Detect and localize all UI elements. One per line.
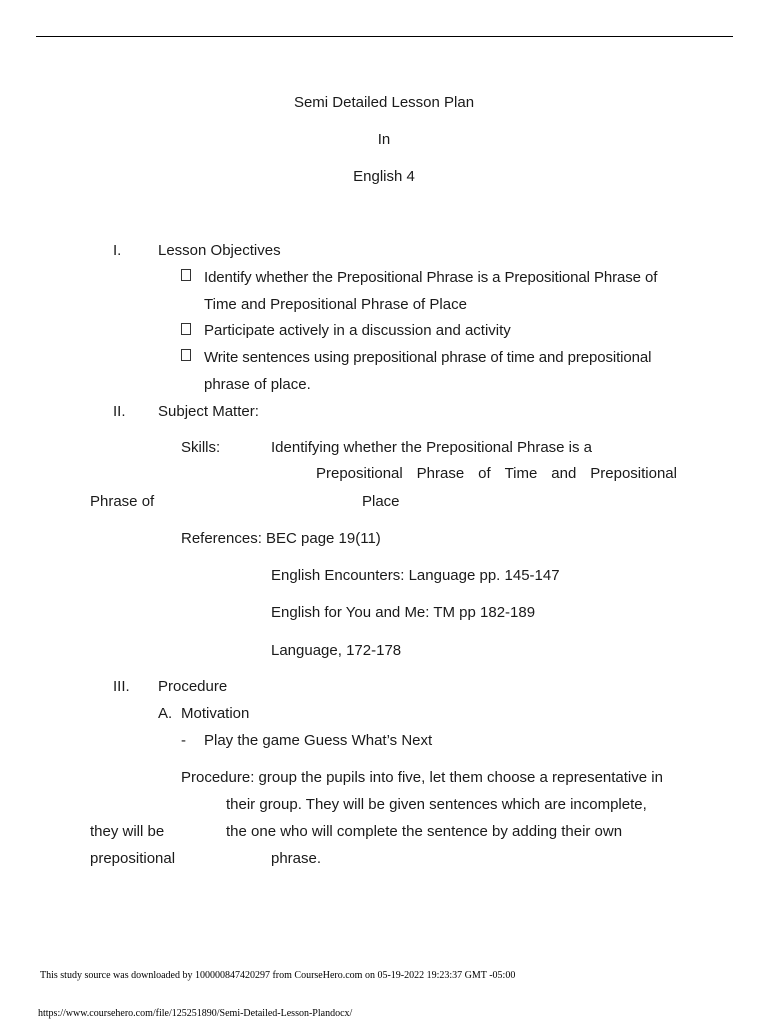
skills-line-1: Identifying whether the Prepositional Phrase is a [271, 439, 593, 456]
skills-word: and [551, 465, 577, 482]
reference-item: Language, 172-178 [271, 642, 402, 659]
title-in: In [377, 131, 391, 148]
top-rule [36, 36, 733, 37]
bullet-icon [181, 268, 191, 286]
skills-word: Prepositional [316, 465, 403, 482]
objective-3-line-2: phrase of place. [204, 376, 311, 393]
dash-marker: - [181, 732, 186, 749]
objective-1-line-2: Time and Prepositional Phrase of Place [204, 296, 467, 313]
bullet-icon [181, 322, 191, 340]
sub-heading: Motivation [181, 705, 250, 722]
section-2-numeral: II. [113, 403, 126, 420]
page-title: Semi Detailed Lesson Plan [293, 94, 475, 111]
download-note: This study source was downloaded by 100000847420297 from CourseHero.com on 05-19-2022 19:23:37 GMT -05:00 [40, 970, 516, 981]
section-2-heading: Subject Matter: [158, 403, 259, 420]
section-1-numeral: I. [113, 242, 122, 259]
procedure-line-3-right: the one who will complete the sentence by adding their own [226, 823, 623, 840]
reference-item: English for You and Me: TM pp 182-189 [271, 604, 536, 621]
skills-word: of [478, 465, 491, 482]
procedure-line-2: their group. They will be given sentences which are incomplete, [226, 796, 647, 813]
reference-item: BEC page 19(11) [266, 530, 381, 547]
motivation-activity: Play the game Guess What’s Next [204, 732, 433, 749]
skills-word: Prepositional [590, 465, 677, 482]
procedure-line-4-right: phrase. [271, 850, 322, 867]
skills-word: Phrase [416, 465, 465, 482]
procedure-line-4-left: prepositional [90, 850, 176, 867]
bullet-icon [181, 348, 191, 366]
section-3-numeral: III. [113, 678, 130, 695]
source-url-link[interactable]: https://www.coursehero.com/file/125251890/Semi-Detailed-Lesson-Plandocx/ [38, 1008, 353, 1019]
skills-line-2 [316, 465, 677, 483]
procedure-line-1: Procedure: group the pupils into five, let them choose a representative in [181, 769, 663, 786]
reference-item: English Encounters: Language pp. 145-147 [271, 567, 560, 584]
skills-line-3-left: Phrase of [90, 493, 155, 510]
objective-1-line-1: Identify whether the Prepositional Phrase is a Prepositional Phrase of [204, 269, 658, 286]
skills-word: Time [504, 465, 538, 482]
section-3-heading: Procedure [158, 678, 228, 695]
section-1-heading: Lesson Objectives [158, 242, 281, 259]
skills-line-3-right: Place [362, 493, 400, 510]
procedure-line-3-left: they will be [90, 823, 165, 840]
subject-title: English 4 [353, 168, 415, 185]
references-label: References: [181, 530, 262, 547]
skills-label: Skills: [181, 439, 221, 456]
objective-3-line-1: Write sentences using prepositional phrase of time and prepositional [204, 349, 652, 366]
objective-2-line-1: Participate actively in a discussion and activity [204, 322, 511, 339]
sub-letter: A. [158, 705, 173, 722]
